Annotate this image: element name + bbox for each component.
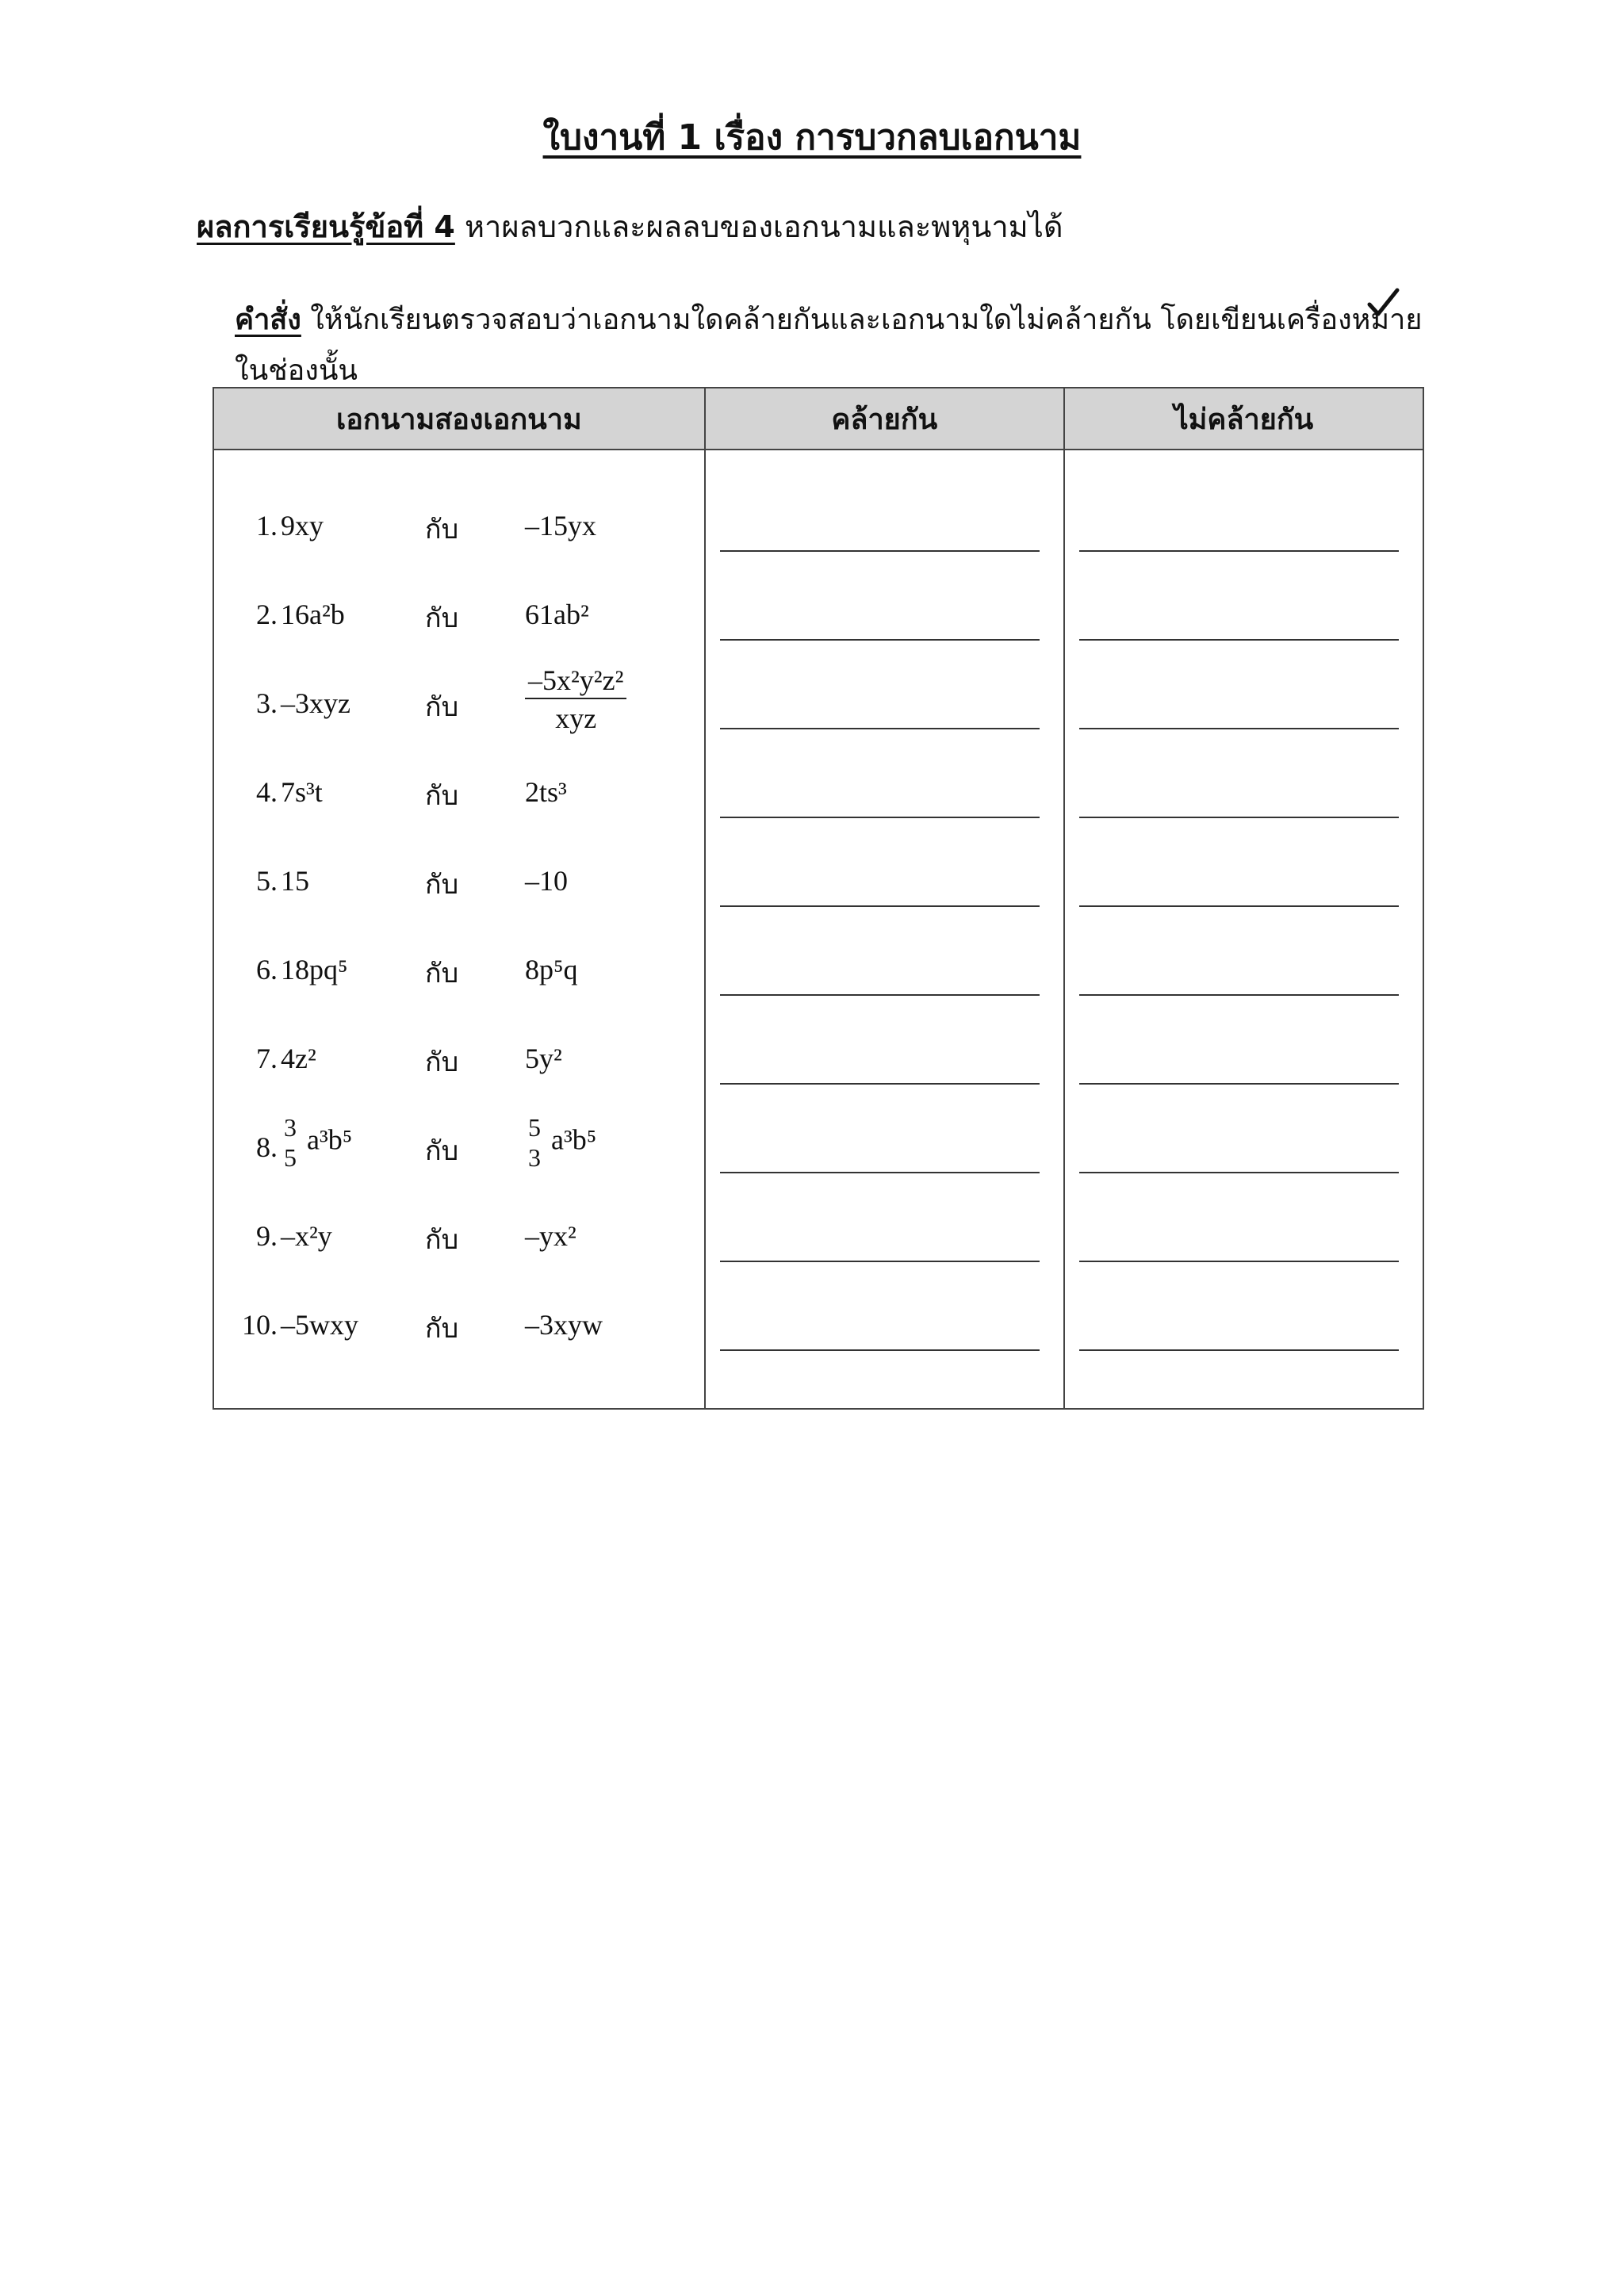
item-number: 1. [256,510,278,541]
monomial-table [213,387,1424,1410]
answer-row [1065,1203,1423,1292]
answer-row [1065,671,1423,760]
monomial-b: –10 [525,865,568,897]
monomial-b: 2ts³ [525,776,567,808]
answer-row [706,1115,1063,1203]
header-not-similar: ไม่คล้ายกัน [1064,388,1423,450]
fraction-denominator: 3 [528,1143,541,1172]
answer-blank-not-similar[interactable] [1079,550,1399,552]
fraction-numerator: 5 [528,1113,541,1142]
fraction [525,1115,544,1170]
answer-row [706,937,1063,1026]
answer-blank-similar[interactable] [720,1349,1040,1351]
instruction-label: คำสั่ง [235,304,301,336]
fraction [525,666,626,733]
answer-row [706,1203,1063,1292]
item-number: 4. [256,776,278,808]
learning-objective [197,202,1063,251]
objective-text: หาผลบวกและผลลบของเอกนามและพหุนามได้ [454,209,1063,244]
table-header-row [213,388,1423,450]
pair-row-8 [214,1115,704,1203]
answer-blank-similar[interactable] [720,994,1040,996]
connector-word: กับ [425,514,459,545]
item-number: 3. [256,687,278,719]
answer-blank-not-similar[interactable] [1079,728,1399,729]
answer-blank-similar[interactable] [720,817,1040,818]
answer-row [706,1292,1063,1381]
answer-blank-not-similar[interactable] [1079,1083,1399,1085]
connector-word: กับ [425,958,459,989]
connector-word: กับ [425,1047,459,1078]
pair-row-4 [214,760,704,848]
monomial-b: 5y² [525,1043,562,1074]
answer-blank-similar[interactable] [720,1172,1040,1173]
answer-row [1065,848,1423,937]
answer-blank-not-similar[interactable] [1079,1349,1399,1351]
monomial-b: –3xyw [525,1309,603,1341]
answer-blank-similar[interactable] [720,1083,1040,1085]
pair-row-5 [214,848,704,937]
fraction-denominator: xyz [555,702,597,734]
monomial-a: –3xyz [281,687,350,719]
item-number: 7. [256,1043,278,1074]
answer-row [706,848,1063,937]
pair-row-3 [214,664,704,760]
answer-row [1065,1026,1423,1115]
item-number: 9. [256,1220,278,1252]
monomial-a-fraction [281,1115,352,1170]
monomial-a: –5wxy [281,1309,358,1341]
answer-blank-similar[interactable] [720,639,1040,641]
pair-row-1 [214,493,704,582]
checkmark-icon [1365,285,1400,320]
monomial-b: –15yx [525,510,596,541]
similar-column [705,450,1064,1409]
monomial-b: 8p⁵q [525,954,578,985]
answer-row [706,1026,1063,1115]
fraction [281,1115,300,1170]
not-similar-column [1064,450,1423,1409]
answer-row [1065,1292,1423,1381]
answer-row [1065,582,1423,671]
monomial-a: 4z² [281,1043,316,1074]
fraction-numerator: –5x²y²z² [525,666,626,699]
answer-blank-not-similar[interactable] [1079,1261,1399,1262]
item-number: 8. [256,1131,278,1163]
item-number: 6. [256,954,278,985]
monomial-b-variables: a³b⁵ [551,1123,597,1156]
answer-row [706,493,1063,582]
connector-word: กับ [425,780,459,812]
answer-blank-similar[interactable] [720,905,1040,907]
header-monomial-pair: เอกนามสองเอกนาม [213,388,705,450]
answer-blank-similar[interactable] [720,550,1040,552]
answer-blank-similar[interactable] [720,1261,1040,1262]
fraction-numerator: 3 [284,1113,297,1142]
fraction-denominator: 5 [284,1143,297,1172]
objective-label: ผลการเรียนรู้ข้อที่ 4 [197,209,455,244]
connector-word: กับ [425,869,459,901]
answer-blank-not-similar[interactable] [1079,905,1399,907]
monomial-a: 16a²b [281,599,345,630]
monomial-a: 9xy [281,510,324,541]
instruction-text: ให้นักเรียนตรวจสอบว่าเอกนามใดคล้ายกันและเอกนามใดไม่คล้ายกัน โดยเขียนเครื่องหมาย [301,304,1423,336]
answer-blank-not-similar[interactable] [1079,994,1399,996]
pair-row-10 [214,1292,704,1381]
answer-row [706,671,1063,760]
connector-word: กับ [425,691,459,723]
pair-row-2 [214,582,704,671]
answer-row [1065,760,1423,848]
monomial-a: 15 [281,865,309,897]
item-number: 2. [256,599,278,630]
connector-word: กับ [425,1313,459,1345]
answer-blank-not-similar[interactable] [1079,639,1399,641]
monomial-b-fraction [525,1115,596,1170]
answer-blank-not-similar[interactable] [1079,1172,1399,1173]
answer-row [1065,493,1423,582]
pair-row-7 [214,1026,704,1115]
connector-word: กับ [425,603,459,634]
connector-word: กับ [425,1135,459,1167]
pairs-column [213,450,705,1409]
monomial-b-fraction [525,666,626,733]
answer-row [706,582,1063,671]
answer-blank-not-similar[interactable] [1079,817,1399,818]
pair-row-9 [214,1203,704,1292]
answer-row [1065,937,1423,1026]
instruction-text-cont: ในช่องนั้น [235,354,358,387]
monomial-a: 18pq⁵ [281,954,348,985]
monomial-b: 61ab² [525,599,589,630]
monomial-a-variables: a³b⁵ [307,1123,353,1156]
answer-row [706,760,1063,848]
header-similar: คล้ายกัน [705,388,1064,450]
monomial-a: 7s³t [281,776,323,808]
worksheet-title: ใบงานที่ 1 เรื่อง การบวกลบเอกนาม [542,117,1082,158]
answer-row [1065,1115,1423,1203]
instruction [235,295,1424,396]
pair-row-6 [214,937,704,1026]
answer-blank-similar[interactable] [720,728,1040,729]
monomial-b: –yx² [525,1220,576,1252]
connector-word: กับ [425,1224,459,1256]
monomial-a: –x²y [281,1220,332,1252]
item-number: 5. [256,865,278,897]
item-number: 10. [242,1309,278,1341]
